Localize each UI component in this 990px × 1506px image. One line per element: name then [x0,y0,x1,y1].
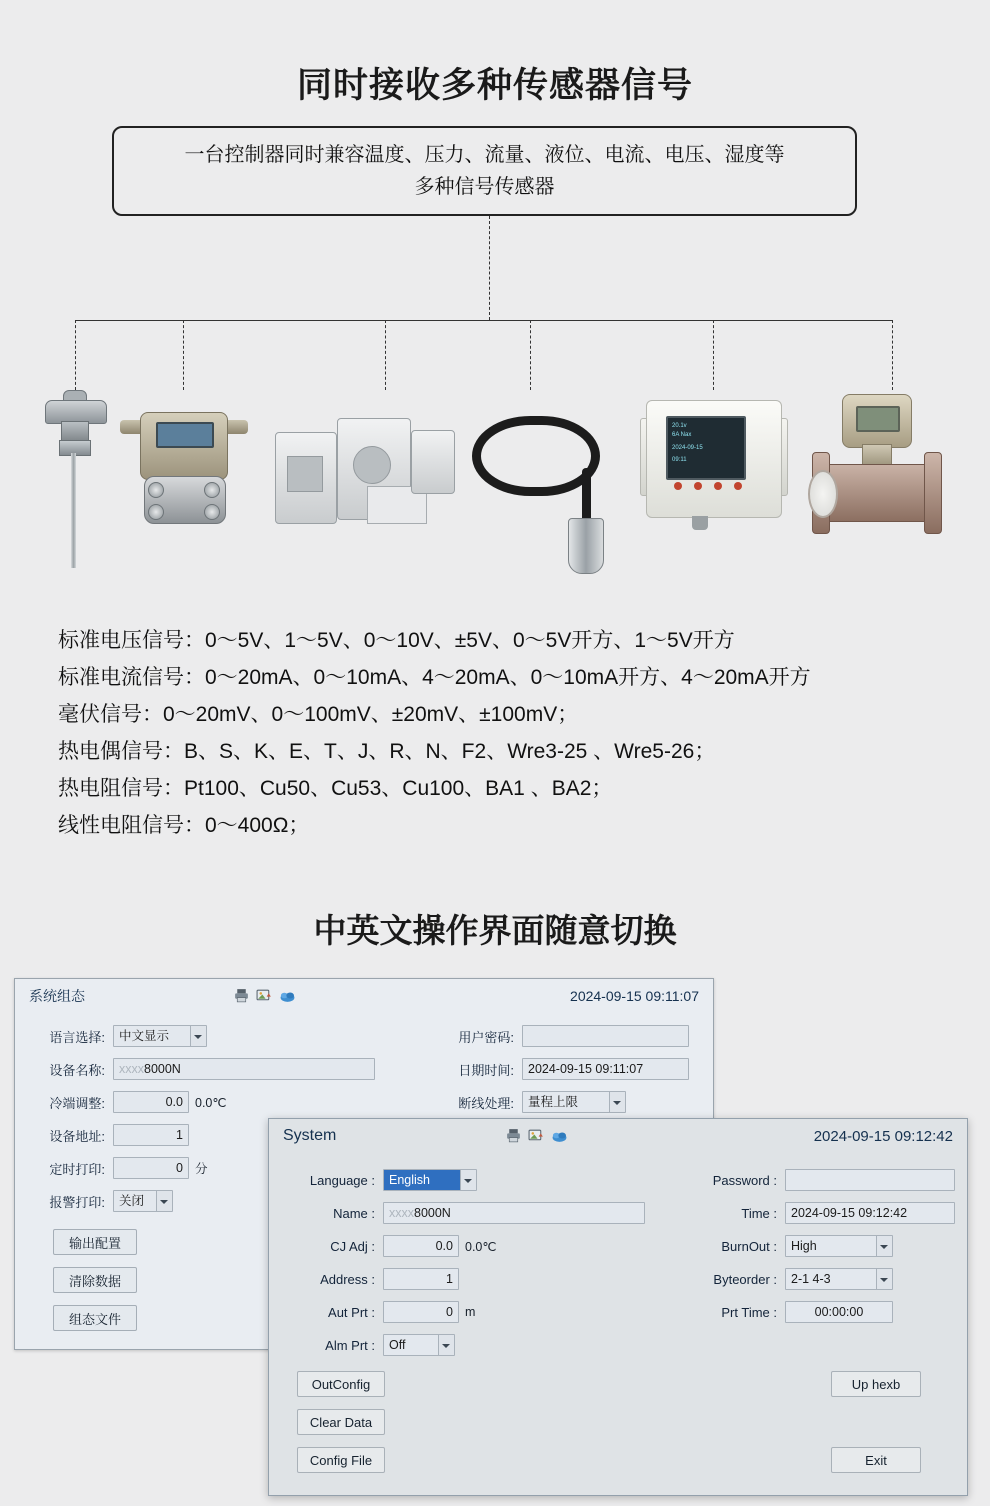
field-row-cj-en [281,1235,496,1257]
connector-horizontal-bus [75,320,893,321]
connector-branch-1 [75,320,76,390]
connector-branch-6 [892,320,893,390]
printer-icon[interactable] [505,1127,522,1144]
connector-vertical-main [489,216,490,320]
label-name-cn: 设备名称: [49,1062,105,1078]
label-burnout-cn: 断线处理: [458,1095,514,1111]
select-language-cn[interactable]: 中文显示 [113,1025,207,1047]
button-up-hexb-en[interactable]: Up hexb [831,1371,921,1397]
flange-bolt [148,482,164,498]
controller-display-line-2: 6A Nax [672,432,692,438]
controller-display-line-4: 09:11 [672,457,687,463]
connector-branch-4 [530,320,531,390]
device-electromagnetic-flowmeter [812,390,952,550]
label-time-en: Time : [741,1205,777,1221]
input-datetime-cn[interactable]: 2024-09-15 09:11:07 [522,1058,689,1080]
ct-window-left [287,456,323,492]
label-password-en: Password : [712,1172,777,1188]
connector-branch-2 [183,320,184,390]
controller-display-line-3: 2024-09-15 [672,445,703,451]
field-row-datetime-cn [410,1058,689,1080]
window-system-config-en [268,1118,968,1496]
probe-stem [71,453,76,568]
flowmeter-display [856,406,900,432]
input-autprt-en[interactable]: 0 [383,1301,459,1323]
window-title-cn: 系统组态 [29,988,85,1004]
device-gallery [0,390,990,590]
select-almprt-cn[interactable]: 关闭 [113,1190,173,1212]
button-out-config-en[interactable]: OutConfig [297,1371,385,1397]
field-row-name-cn [33,1058,375,1080]
suffix-autprt-cn: 分 [195,1162,208,1176]
label-prttime-en: Prt Time : [721,1304,777,1320]
flange-bolt [204,482,220,498]
select-byteorder-en[interactable]: 2-1 4-3 [785,1268,893,1290]
field-row-burnout-cn [410,1091,626,1113]
select-burnout-cn[interactable]: 量程上限 [522,1091,626,1113]
page-title: 同时接收多种传感器信号 [296,66,693,105]
titlebar-icons-cn [233,987,296,1004]
label-almprt-cn: 报警打印: [49,1194,105,1210]
name-value-en: 8000N [414,1206,451,1220]
field-row-autprt-en [281,1301,475,1323]
ct-window-center [353,446,391,484]
device-controller-box [640,390,790,550]
field-row-cj-cn [33,1091,226,1113]
device-current-transformer [275,410,465,540]
flowmeter-bore [808,470,838,518]
field-row-address-cn [33,1124,189,1146]
input-address-en[interactable]: 1 [383,1268,459,1290]
label-burnout-en: BurnOut : [721,1238,777,1254]
label-name-en: Name : [333,1205,375,1221]
label-byteorder-en: Byteorder : [713,1271,777,1287]
name-prefix-cn: xxxx [119,1062,144,1076]
spec-line-rtd: 热电阻信号：Pt100、Cu50、Cu53、Cu100、BA1 、BA2； [58,777,613,800]
input-address-cn[interactable]: 1 [113,1124,189,1146]
button-exit-en[interactable]: Exit [831,1447,921,1473]
window-datetime-cn: 2024-09-15 09:11:07 [570,988,699,1004]
field-row-language-en [281,1169,477,1191]
select-almprt-en[interactable]: Off [383,1334,455,1356]
label-address-en: Address : [320,1271,375,1287]
window-datetime-en: 2024-09-15 09:12:42 [813,1128,953,1145]
name-prefix-en: xxxx [389,1206,414,1220]
input-cj-en[interactable]: 0.0 [383,1235,459,1257]
select-language-en[interactable]: English [383,1169,477,1191]
callout-line-2: 多种信号传感器 [414,176,555,198]
cloud-upload-icon[interactable] [551,1127,568,1144]
field-row-address-en [281,1268,459,1290]
label-cj-cn: 冷端调整: [49,1095,105,1111]
field-row-almprt-en [281,1334,455,1356]
ct-body-right [411,430,455,494]
label-cj-en: CJ Adj : [330,1238,375,1254]
label-autprt-cn: 定时打印: [49,1161,105,1177]
label-address-cn: 设备地址: [49,1128,105,1144]
field-row-autprt-cn [33,1157,208,1179]
connector-branch-3 [385,320,386,390]
controller-display-line-1: 20.1v [672,423,687,429]
label-datetime-cn: 日期时间: [458,1062,514,1078]
controller-button[interactable] [734,482,742,490]
window-title-en: System [283,1127,337,1144]
titlebar-icons-en [505,1127,568,1144]
label-autprt-en: Aut Prt : [328,1304,375,1320]
printer-icon[interactable] [233,987,250,1004]
input-password-cn[interactable] [522,1025,689,1047]
export-image-icon[interactable] [528,1127,545,1144]
button-out-config-cn[interactable]: 输出配置 [53,1229,137,1255]
titlebar-cn [15,979,713,1013]
button-config-file-en[interactable]: Config File [297,1447,385,1473]
probe-cable [472,416,600,496]
button-clear-data-en[interactable]: Clear Data [297,1409,385,1435]
field-row-password-en [669,1169,955,1191]
section-title-ui: 中英文操作界面随意切换 [313,912,677,949]
field-row-name-en [281,1202,645,1224]
input-name-cn[interactable] [113,1058,375,1080]
field-row-time-en [669,1202,955,1224]
field-row-burnout-en [669,1235,893,1257]
flange-bolt [204,504,220,520]
input-name-en[interactable] [383,1202,645,1224]
spec-line-thermocouple: 热电偶信号：B、S、K、E、T、J、R、N、F2、Wre3-25 、Wre5-26； [58,740,716,763]
spec-list [58,622,958,844]
label-password-cn: 用户密码: [458,1029,514,1045]
input-password-en[interactable] [785,1169,955,1191]
controller-button[interactable] [714,482,722,490]
cloud-upload-icon[interactable] [279,987,296,1004]
flowmeter-flange-right [924,452,942,534]
field-row-language-cn [33,1025,207,1047]
spec-line-millivolt: 毫伏信号：0～20mV、0～100mV、±20mV、±100mV； [58,703,579,726]
label-almprt-en: Alm Prt : [325,1337,375,1353]
controller-display [666,416,746,480]
input-time-en[interactable]: 2024-09-15 09:12:42 [785,1202,955,1224]
controller-cable-gland [692,516,708,530]
callout-box [112,126,857,216]
suffix-cj-en: 0.0℃ [465,1239,497,1254]
name-value-cn: 8000N [144,1062,181,1076]
connector-branch-5 [713,320,714,390]
suffix-autprt-en: m [465,1305,476,1319]
field-row-prttime-en [669,1301,893,1323]
suffix-cj-cn: 0.0℃ [195,1095,227,1110]
callout-line-1: 一台控制器同时兼容温度、压力、流量、液位、电流、电压、湿度等 [184,144,785,166]
export-image-icon[interactable] [256,987,273,1004]
spec-line-current: 标准电流信号：0～20mA、0～10mA、4～20mA、0～10mA开方、4～20mA开方 [58,666,811,689]
label-language-en: Language : [309,1172,375,1188]
spec-line-resistance: 线性电阻信号：0～400Ω； [58,814,310,837]
probe-sensor-tip [568,518,604,574]
input-prttime-en[interactable]: 00:00:00 [785,1301,893,1323]
spec-line-voltage: 标准电压信号：0～5V、1～5V、0～10V、±5V、0～5V开方、1～5V开方 [58,629,735,652]
label-language-cn: 语言选择: [49,1029,105,1045]
button-clear-data-cn[interactable]: 清除数据 [53,1267,137,1293]
field-row-password-cn [410,1025,689,1047]
controller-button[interactable] [674,482,682,490]
device-pressure-transmitter [118,390,258,550]
device-level-probe [472,398,622,578]
input-autprt-cn[interactable]: 0 [113,1157,189,1179]
field-row-almprt-cn [33,1190,173,1212]
flange-bolt [148,504,164,520]
titlebar-en [269,1119,967,1153]
select-burnout-en[interactable]: High [785,1235,893,1257]
input-cj-cn[interactable]: 0.0 [113,1091,189,1113]
controller-button[interactable] [694,482,702,490]
device-temperature-probe [15,390,135,580]
button-config-file-cn[interactable]: 组态文件 [53,1305,137,1331]
field-row-byteorder-en [669,1268,893,1290]
transmitter-display [156,422,214,448]
